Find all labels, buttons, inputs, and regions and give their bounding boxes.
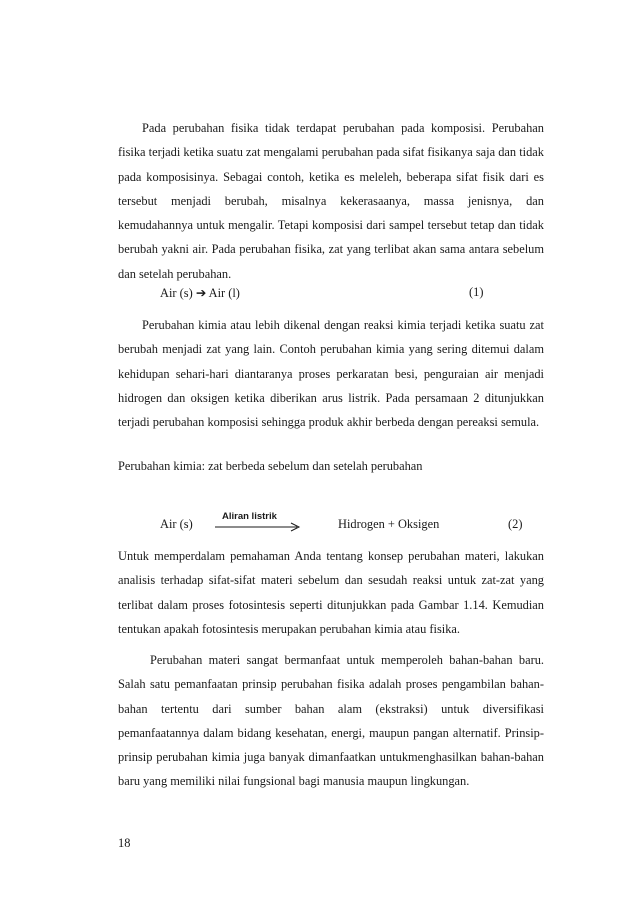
equation-1-product: Air (l) (208, 286, 240, 300)
arrow-right-icon: ➔ (195, 286, 207, 300)
equation-2-reactant: Air (s) (160, 517, 193, 531)
equation-2-number: (2) (508, 517, 523, 531)
paragraph-analysis-task: Untuk memperdalam pemahaman Anda tentang konsep perubahan materi, lakukan analisis terhadap sifat-sifat materi sebelum dan sesudah reaksi untuk zat-zat yang terlibat dalam proses fotosintesis seperti ditunjukkan pada Gambar 1.14. Kemudian tentukan apakah fotosintesis merupakan perubahan kimia atau fisika. (118, 549, 544, 636)
long-arrow-icon (215, 522, 303, 532)
paragraph-chemical-definition: Perubahan kimia: zat berbeda sebelum dan setelah perubahan (118, 459, 423, 473)
paragraph-chemical-change: Perubahan kimia atau lebih dikenal dengan reaksi kimia terjadi ketika suatu zat berubah menjadi zat yang lain. Contoh perubahan kimia yang sering ditemui dalam kehidupan sehari-hari diantaranya proses perkaratan besi, penguraian air menjadi hidrogen dan oksigen ketika diberikan arus listrik. Pada persamaan 2 ditunjukkan terjadi perubahan komposisi sehingga produk akhir berbeda dengan pereaksi semula. (118, 318, 544, 430)
equation-1-reactant: Air (s) (160, 286, 193, 300)
paragraph-benefits: Perubahan materi sangat bermanfaat untuk memperoleh bahan-bahan baru. Salah satu pemanfaatan prinsip perubahan fisika adalah proses pengambilan bahan-bahan tertentu dari sumber bahan alam (ekstraksi) untuk diversifikasi pemanfaatannya dalam bidang kesehatan, energi, maupun pangan alternatif. Prinsip-prinsip perubahan kimia juga banyak dimanfaatkan untukmenghasilkan bahan-bahan baru yang memiliki nilai fungsional bagi manusia maupun lingkungan. (118, 653, 544, 789)
equation-1 (160, 285, 240, 301)
equation-2-arrow-label: Aliran listrik (222, 511, 277, 522)
page-number: 18 (118, 836, 131, 850)
equation-1-number: (1) (469, 285, 484, 299)
equation-2-product: Hidrogen + Oksigen (338, 517, 440, 531)
paragraph-physical-change: Pada perubahan fisika tidak terdapat perubahan pada komposisi. Perubahan fisika terjadi ketika suatu zat mengalami perubahan pada sifat fisikanya saja dan tidak pada komposisinya. Sebagai contoh, ketika es meleleh, beberapa sifat fisik dari es tersebut menjadi berubah, misalnya kekerasaanya, massa jenisnya, dan kemudahannya untuk mengalir. Tetapi komposisi dari sampel tersebut tetap dan tidak berubah yakni air. Pada perubahan fisika, zat yang terlibat akan sama antara sebelum dan setelah perubahan. (118, 121, 544, 281)
